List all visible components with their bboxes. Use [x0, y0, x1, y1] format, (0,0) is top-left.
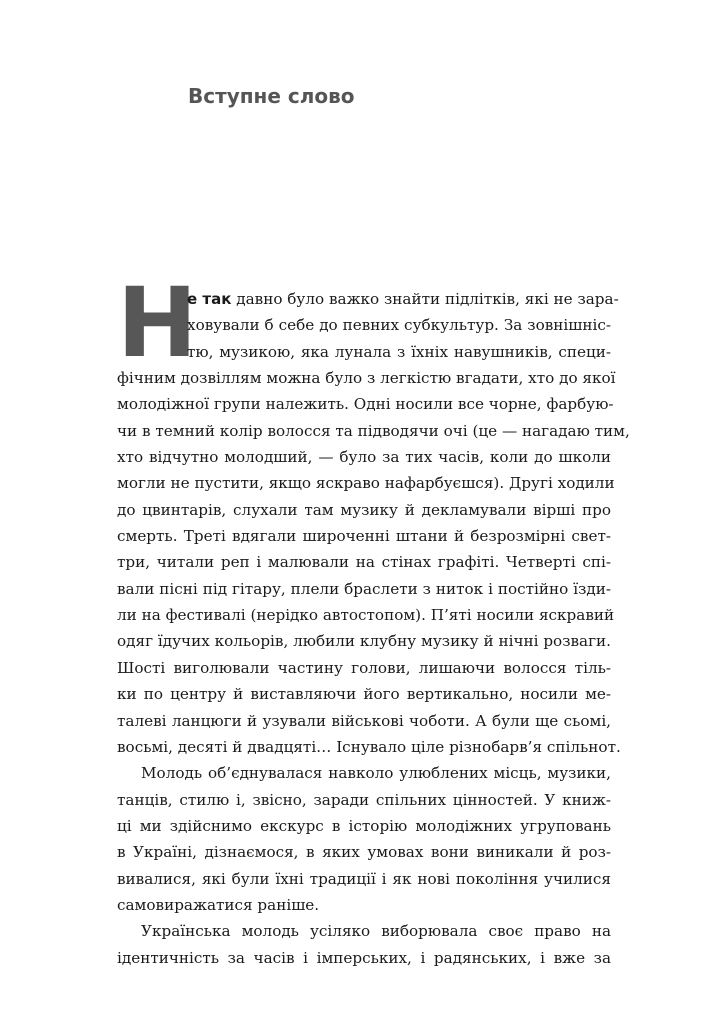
text-line: ки по центру й виставляючи його вертикально, носили ме-: [117, 685, 611, 704]
text-line: тю, музикою, яка лунала з їхніх навушників, специ-: [187, 342, 611, 361]
text-line: ховували б себе до певних субкультур. За зовнішніс-: [187, 316, 611, 335]
text-line: ці ми здійснимо екскурс в історію молодіжних угруповань: [117, 816, 611, 835]
text-line: ідентичність за часів і імперських, і радянських, і вже за: [117, 948, 611, 967]
text-line: вали пісні під гітару, плели браслети з ниток і постійно їзди-: [117, 579, 611, 598]
text-line: до цвинтарів, слухали там музику й декламували вірші про: [117, 500, 611, 519]
text-line: Українська молодь усіляко виборювала своє право на: [141, 922, 611, 941]
text-line: вивалися, які були їхні традиції і як нові покоління училися: [117, 869, 611, 888]
text-line: фічним дозвіллям можна було з легкістю вгадати, хто до якої: [117, 369, 616, 388]
text-line: талеві ланцюги й узували військові чоботи. А були ще сьомі,: [117, 711, 611, 730]
text-line: одяг їдучих кольорів, любили клубну музику й нічні розваги.: [117, 632, 611, 651]
text-line: танців, стилю і, звісно, заради спільних цінностей. У книж-: [117, 790, 611, 809]
lead-in-bold: е так: [187, 290, 232, 308]
text-line: е так давно було важко знайти підлітків, які не зара-: [187, 290, 619, 308]
text-line: в Україні, дізнаємося, в яких умовах вони виникали й роз-: [117, 843, 611, 862]
body-text: [117, 286, 630, 971]
text-line: самовиражатися раніше.: [117, 895, 320, 914]
text-line: чи в темний колір волосся та підводячи очі (це — нагадаю тим,: [117, 421, 630, 440]
text-line: молодіжної групи належить. Одні носили все чорне, фарбую-: [117, 395, 614, 414]
text-line: могли не пустити, якщо яскраво нафарбуєшся). Другі ходили: [117, 474, 615, 493]
text-line: смерть. Треті вдягали широченні штани й безрозмірні свет-: [117, 527, 611, 546]
text-line: Шості виголювали частину голови, лишаючи волосся тіль-: [117, 658, 611, 677]
text-line: хто відчутно молодший, — було за тих часів, коли до школи: [117, 448, 611, 467]
chapter-heading: Вступне слово: [188, 84, 355, 108]
text-line: ли на фестивалі (нерідко автостопом). П’яті носили яскравий: [117, 606, 615, 625]
text-line: восьмі, десяті й двадцяті… Існувало ціле різнобарв’я спільнот.: [117, 737, 621, 756]
text-line: Молодь об’єднувалася навколо улюблених місць, музики,: [141, 764, 611, 783]
text-line: три, читали реп і малювали на стінах графіті. Четверті спі-: [117, 553, 611, 572]
drop-cap-letter: Н: [117, 267, 198, 379]
